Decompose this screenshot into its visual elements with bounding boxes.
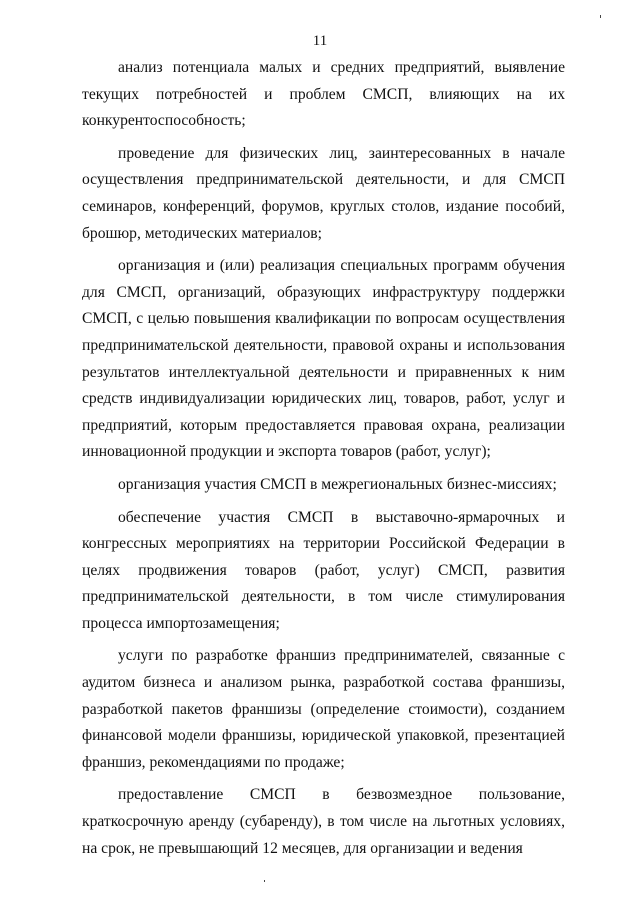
scan-speck	[600, 15, 601, 18]
paragraph-6: услуги по разработке франшиз предпринимателей, связанные с аудитом бизнеса и анализом рынка, разработкой состава франшизы, разработкой пакетов франшизы (определение стоимости), созданием финансовой модели франшизы, юридической упаковкой, презентацией франшиз, рекомендациями по продаже;	[82, 647, 565, 771]
paragraph-3: организация и (или) реализация специальных программ обучения для СМСП, организаций, образующих инфраструктуру поддержки СМСП, с целью повышения квалификации по вопросам осуществления предпринимательской деятельности, правовой охраны и использования результатов интеллектуальной деятельности и приравненных к ним средств индивидуализации юридических лиц, товаров, работ, услуг и предприятий, которым предоставляется правовая охрана, реализации инновационной продукции и экспорта товаров (работ, услуг);	[82, 257, 565, 461]
scan-speck	[264, 880, 265, 882]
paragraph-2: проведение для физических лиц, заинтересованных в начале осуществления предпринимательской деятельности, и для СМСП семинаров, конференций, форумов, круглых столов, издание пособий, брошюр, методических материалов;	[82, 144, 565, 242]
paragraph-5: обеспечение участия СМСП в выставочно-ярмарочных и конгрессных мероприятиях на территории Российской Федерации в целях продвижения товаров (работ, услуг) СМСП, развития предпринимательской деятельности, в том числе стимулирования процесса импортозамещения;	[82, 508, 565, 632]
body-text	[82, 55, 565, 868]
page-number: 11	[312, 33, 328, 49]
paragraph-1: анализ потенциала малых и средних предприятий, выявление текущих потребностей и проблем СМСП, влияющих на их конкурентоспособность;	[82, 59, 565, 130]
paragraph-7: предоставление СМСП в безвозмездное пользование, краткосрочную аренду (субаренду), в том числе на льготных условиях, на срок, не превышающий 12 месяцев, для организации и ведения	[82, 786, 565, 857]
paragraph-4: организация участия СМСП в межрегиональных бизнес-миссиях;	[118, 475, 557, 493]
